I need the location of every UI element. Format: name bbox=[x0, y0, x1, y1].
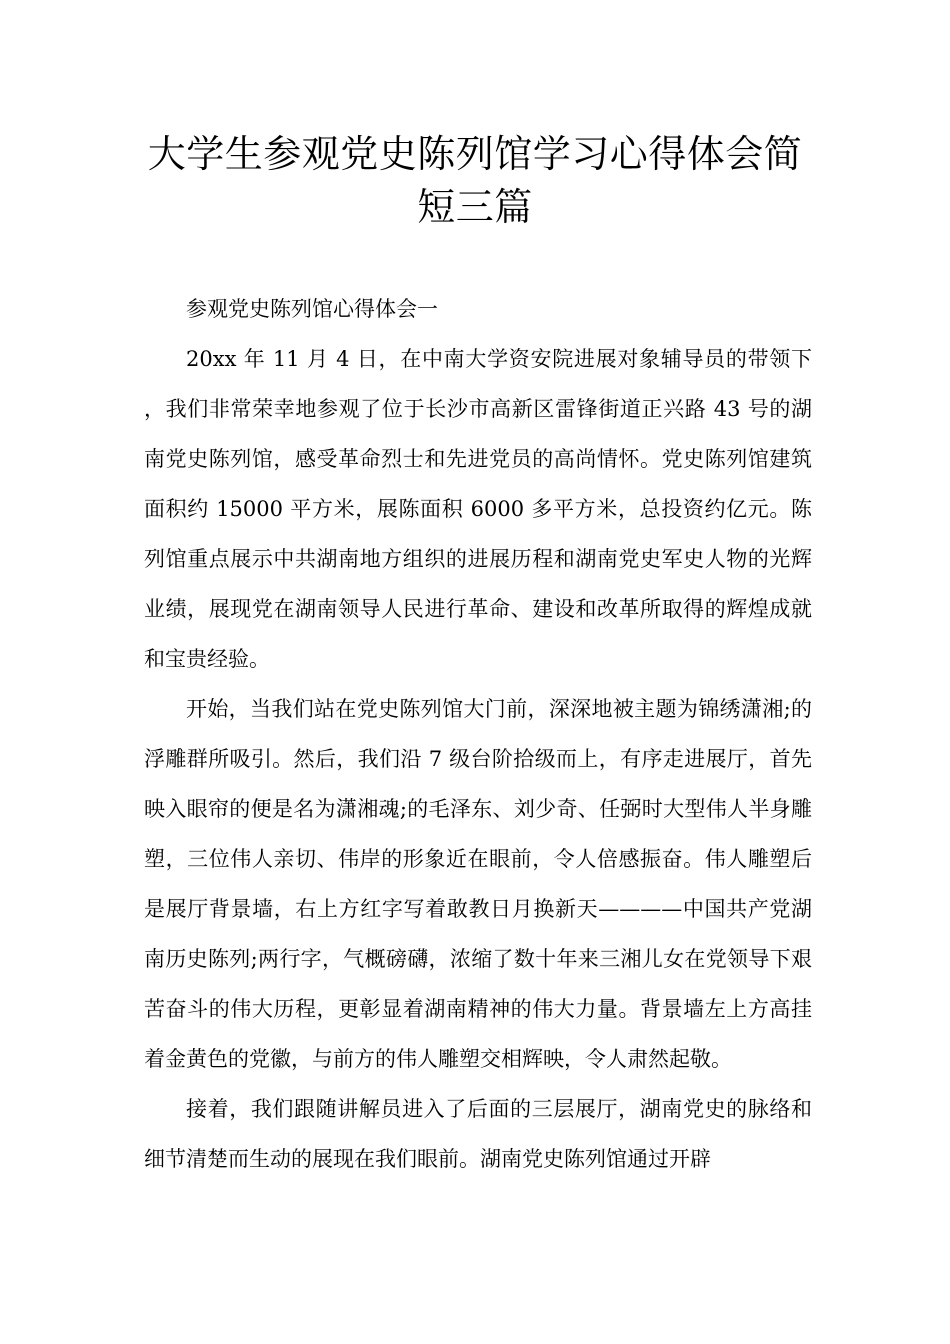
document-body bbox=[144, 284, 812, 1184]
document-title bbox=[130, 128, 820, 234]
paragraph-2: 开始，当我们站在党史陈列馆大门前，深深地被主题为锦绣潇湘;的浮雕群所吸引。然后，我们沿 7 级台阶拾级而上，有序走进展厅，首先映入眼帘的便是名为潇湘魂;的毛泽东、刘少奇、任弼时大型伟人半身雕塑，三位伟人亲切、伟岸的形象近在眼前，令人倍感振奋。伟人雕塑后是展厅背景墙，右上方红字写着敢教日月换新天————中国共产党湖南历史陈列;两行字，气概磅礴，浓缩了数十年来三湘儿女在党领导下艰苦奋斗的伟大历程，更彰显着湖南精神的伟大力量。背景墙左上方高挂着金黄色的党徽，与前方的伟人雕塑交相辉映，令人肃然起敬。 bbox=[144, 697, 812, 1071]
paragraph-3: 接着，我们跟随讲解员进入了后面的三层展厅，湖南党史的脉络和细节清楚而生动的展现在我们眼前。湖南党史陈列馆通过开辟 bbox=[144, 1097, 812, 1171]
title-line-1: 大学生参观党史陈列馆学习心得体会简 bbox=[147, 132, 803, 176]
title-line-2: 短三篇 bbox=[417, 185, 533, 229]
paragraph-1: 20xx 年 11 月 4 日，在中南大学资安院进展对象辅导员的带领下，我们非常荣幸地参观了位于长沙市高新区雷锋街道正兴路 43 号的湖南党史陈列馆，感受革命烈士和先进党员的高尚情怀。党史陈列馆建筑面积约 15000 平方米，展陈面积 6000 多平方米，总投资约亿元。陈列馆重点展示中共湖南地方组织的进展历程和湖南党史军史人物的光辉业绩，展现党在湖南领导人民进行革命、建设和改革所取得的辉煌成就和宝贵经验。 bbox=[144, 347, 812, 671]
section-subheading: 参观党史陈列馆心得体会一 bbox=[186, 297, 438, 321]
